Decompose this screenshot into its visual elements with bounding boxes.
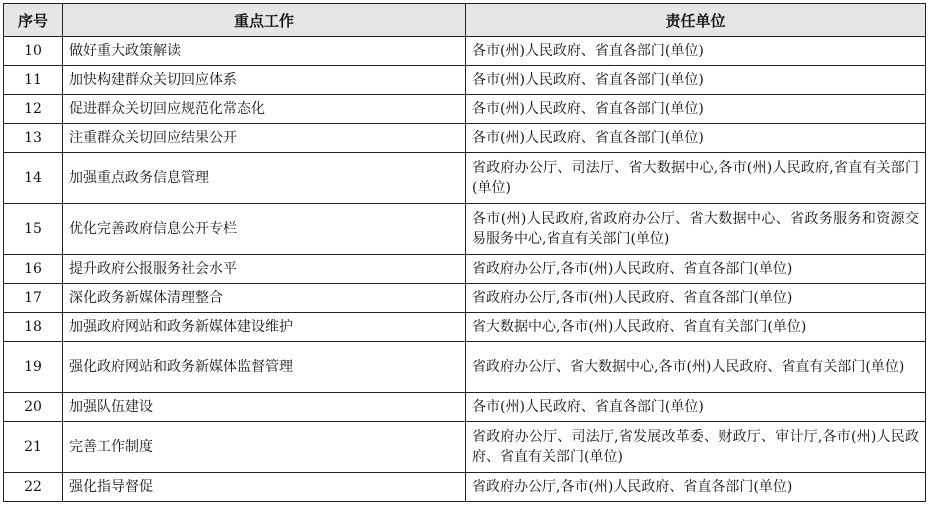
row-responsible-unit: 省政府办公厅、司法厅,省发展改革委、财政厅、审计厅,各市(州)人民政府、省直有关部门(单位) [466, 422, 926, 473]
row-serial-number: 11 [4, 66, 63, 95]
header-key-task: 重点工作 [63, 4, 466, 37]
row-key-task: 做好重大政策解读 [63, 37, 466, 66]
row-responsible-unit: 省政府办公厅、司法厅、省大数据中心,各市(州)人民政府,省直有关部门(单位) [466, 153, 926, 204]
row-serial-number: 16 [4, 255, 63, 284]
table-row [4, 204, 926, 255]
table-row [4, 342, 926, 393]
row-responsible-unit: 省政府办公厅、省大数据中心,各市(州)人民政府、省直有关部门(单位) [466, 342, 926, 393]
table-row [4, 37, 926, 66]
table-row [4, 422, 926, 473]
row-responsible-unit: 各市(州)人民政府、省直各部门(单位) [466, 37, 926, 66]
table-row [4, 255, 926, 284]
row-key-task: 加快构建群众关切回应体系 [63, 66, 466, 95]
row-serial-number: 21 [4, 422, 63, 473]
table-row [4, 66, 926, 95]
header-responsible-unit: 责任单位 [466, 4, 926, 37]
row-key-task: 注重群众关切回应结果公开 [63, 124, 466, 153]
table-row [4, 153, 926, 204]
row-responsible-unit: 各市(州)人民政府、省直各部门(单位) [466, 66, 926, 95]
header-serial-number: 序号 [4, 4, 63, 37]
row-serial-number: 22 [4, 473, 63, 502]
row-key-task: 加强政府网站和政务新媒体建设维护 [63, 313, 466, 342]
table-row [4, 284, 926, 313]
row-serial-number: 20 [4, 393, 63, 422]
table-row [4, 393, 926, 422]
row-key-task: 加强重点政务信息管理 [63, 153, 466, 204]
row-key-task: 加强队伍建设 [63, 393, 466, 422]
table-header-row [4, 4, 926, 37]
row-key-task: 促进群众关切回应规范化常态化 [63, 95, 466, 124]
table-row [4, 473, 926, 502]
row-serial-number: 13 [4, 124, 63, 153]
responsibility-table [3, 3, 926, 502]
table-row [4, 313, 926, 342]
row-key-task: 深化政务新媒体清理整合 [63, 284, 466, 313]
row-responsible-unit: 各市(州)人民政府,省政府办公厅、省大数据中心、省政务服务和资源交易服务中心,省直有关部门(单位) [466, 204, 926, 255]
task-table-container [3, 3, 926, 502]
row-key-task: 强化指导督促 [63, 473, 466, 502]
row-key-task: 提升政府公报服务社会水平 [63, 255, 466, 284]
row-serial-number: 15 [4, 204, 63, 255]
row-responsible-unit: 省政府办公厅,各市(州)人民政府、省直各部门(单位) [466, 255, 926, 284]
row-key-task: 优化完善政府信息公开专栏 [63, 204, 466, 255]
row-serial-number: 18 [4, 313, 63, 342]
row-key-task: 强化政府网站和政务新媒体监督管理 [63, 342, 466, 393]
row-responsible-unit: 各市(州)人民政府、省直各部门(单位) [466, 124, 926, 153]
row-responsible-unit: 省大数据中心,各市(州)人民政府、省直有关部门(单位) [466, 313, 926, 342]
row-responsible-unit: 各市(州)人民政府、省直各部门(单位) [466, 95, 926, 124]
row-responsible-unit: 省政府办公厅,各市(州)人民政府、省直各部门(单位) [466, 284, 926, 313]
row-serial-number: 10 [4, 37, 63, 66]
row-serial-number: 14 [4, 153, 63, 204]
row-key-task: 完善工作制度 [63, 422, 466, 473]
table-row [4, 95, 926, 124]
row-serial-number: 17 [4, 284, 63, 313]
table-row [4, 124, 926, 153]
row-serial-number: 12 [4, 95, 63, 124]
row-responsible-unit: 省政府办公厅,各市(州)人民政府、省直各部门(单位) [466, 473, 926, 502]
row-serial-number: 19 [4, 342, 63, 393]
row-responsible-unit: 各市(州)人民政府、省直各部门(单位) [466, 393, 926, 422]
